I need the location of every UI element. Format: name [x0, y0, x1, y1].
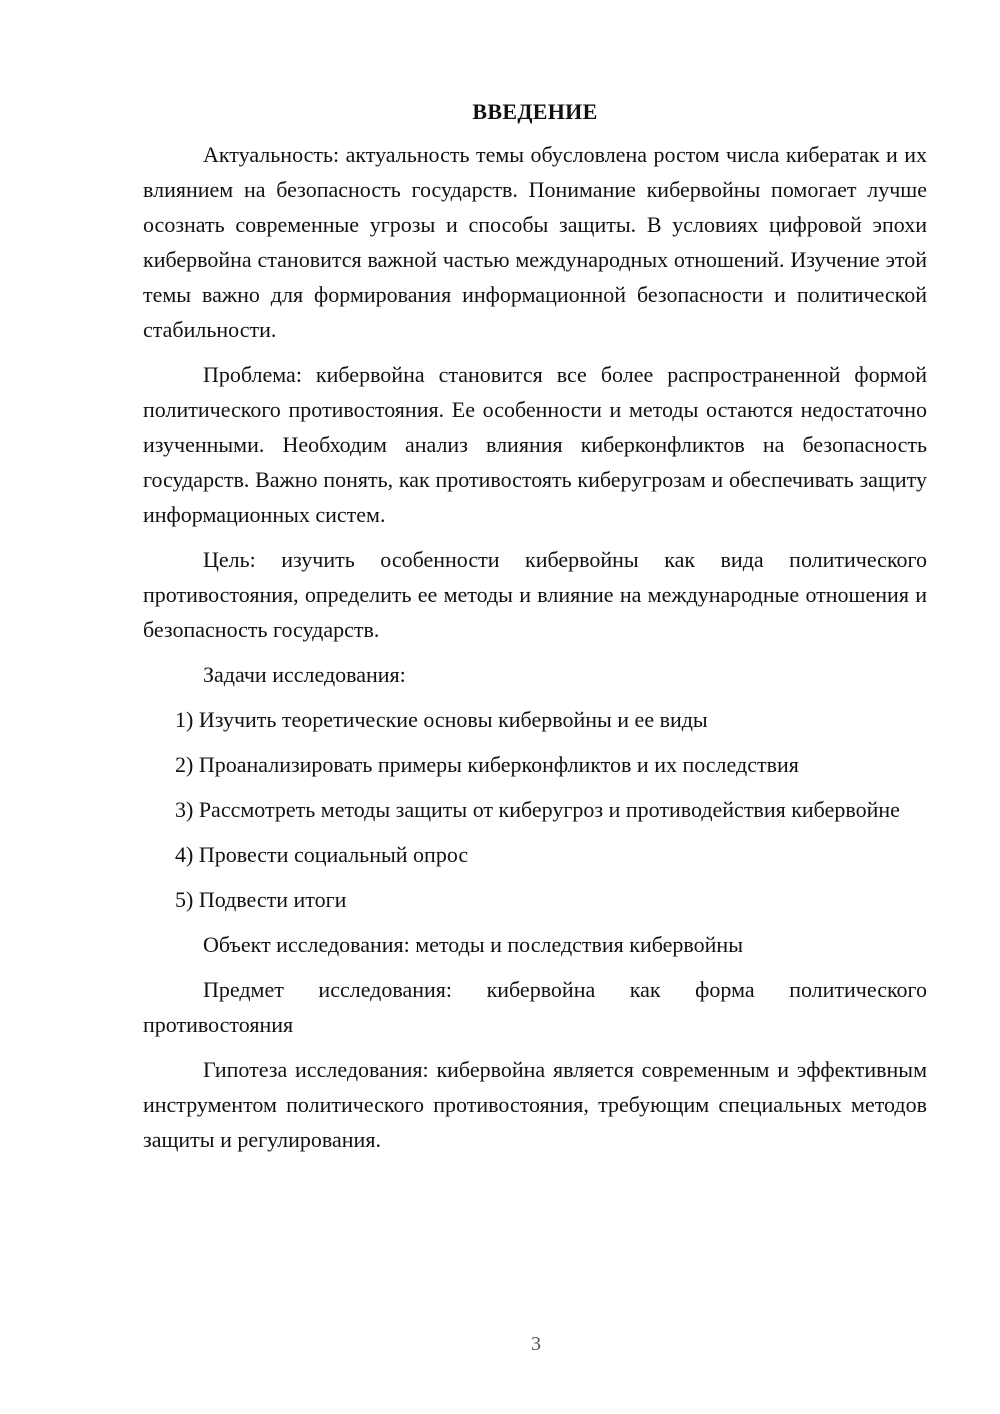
tasks-heading: Задачи исследования: — [203, 662, 406, 687]
task-item-1: 1) Изучить теоретические основы кибервойны и ее виды — [175, 707, 708, 732]
task-item-2: 2) Проанализировать примеры киберконфликтов и их последствия — [175, 752, 799, 777]
hypothesis-paragraph: Гипотеза исследования: кибервойна является современным и эффективным инструментом политического противостояния, требующим специальных методов защиты и регулирования. — [143, 1057, 927, 1152]
subject-paragraph: Предмет исследования: кибервойна как форма политического противостояния — [143, 977, 927, 1037]
relevance-paragraph: Актуальность: актуальность темы обусловлена ростом числа кибератак и их влиянием на безопасность государств. Понимание кибервойны помогает лучше осознать современные угрозы и способы защиты. В условиях цифровой эпохи кибервойна становится важной частью международных отношений. Изучение этой темы важно для формирования информационной безопасности и политической стабильности. — [143, 142, 927, 342]
goal-paragraph: Цель: изучить особенности кибервойны как вида политического противостояния, определить ее методы и влияние на международные отношения и безопасность государств. — [143, 547, 927, 642]
page-content — [143, 94, 927, 1167]
object-paragraph: Объект исследования: методы и последствия кибервойны — [203, 932, 743, 957]
task-item-4: 4) Провести социальный опрос — [175, 842, 469, 867]
page-number: 3 — [531, 1333, 541, 1355]
task-item-3: 3) Рассмотреть методы защиты от киберугроз и противодействия кибервойне — [175, 797, 900, 822]
section-title: ВВЕДЕНИЕ — [472, 99, 598, 124]
problem-paragraph: Проблема: кибервойна становится все более распространенной формой политического противостояния. Ее особенности и методы остаются недостаточно изученными. Необходим анализ влияния киберконфликтов на безопасность государств. Важно понять, как противостоять киберугрозам и обеспечивать защиту информационных систем. — [143, 362, 927, 527]
task-item-5: 5) Подвести итоги — [175, 887, 347, 912]
